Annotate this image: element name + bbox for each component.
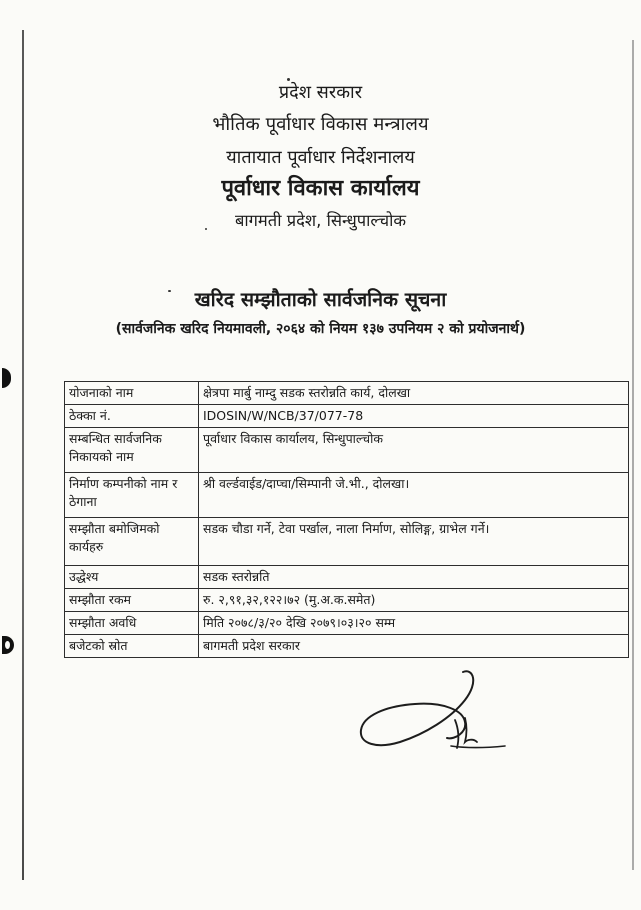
punch-hole-mark: [2, 368, 11, 388]
table-row: [65, 473, 629, 518]
row-key: निर्माण कम्पनीको नाम र ठेगाना: [65, 473, 199, 518]
row-key: सम्झौता रकम: [65, 589, 199, 612]
row-value: पूर्वाधार विकास कार्यालय, सिन्धुपाल्चोक: [199, 428, 629, 473]
table-row: [65, 566, 629, 589]
row-key: योजनाको नाम: [65, 382, 199, 405]
row-key: बजेटको स्रोत: [65, 635, 199, 658]
contract-info-table: [64, 381, 629, 658]
office-address: बागमती प्रदेश, सिन्धुपाल्चोक: [234, 211, 407, 230]
table-row: [65, 428, 629, 473]
row-key: सम्झौता बमोजिमको कार्यहरु: [65, 518, 199, 566]
row-key: उद्धेश्य: [65, 566, 199, 589]
row-value: सडक चौडा गर्ने, टेवा पर्खाल, नाला निर्माण, सोलिङ्ग, ग्राभेल गर्ने।: [199, 518, 629, 566]
table-row: [65, 612, 629, 635]
header-line-1: प्रदेश सरकार: [278, 82, 363, 103]
notice-subtitle: (सार्वजनिक खरिद नियमावली, २०६४ को नियम १३७ उपनियम २ को प्रयोजनार्थ): [115, 321, 526, 337]
row-key: सम्बन्धित सार्वजनिक निकायको नाम: [65, 428, 199, 473]
row-value: क्षेत्रपा मार्बु नाम्दु सडक स्तरोन्नति कार्य, दोलखा: [199, 382, 629, 405]
row-value: रु. २,९१,३२,१२२।७२ (मु.अ.क.समेत): [199, 589, 629, 612]
punch-hole-mark: [2, 636, 14, 654]
table-row: [65, 518, 629, 566]
office-name: पूर्वाधार विकास कार्यालय: [221, 176, 420, 201]
table-row: [65, 589, 629, 612]
scan-speck: [287, 78, 290, 81]
header-line-2: भौतिक पूर्वाधार विकास मन्त्रालय: [212, 114, 429, 135]
table-row: [65, 635, 629, 658]
handwritten-signature: [355, 660, 515, 770]
row-value: IDOSIN/W/NCB/37/077-78: [199, 405, 629, 428]
table-row: [65, 382, 629, 405]
row-value: सडक स्तरोन्नति: [199, 566, 629, 589]
row-value: मिति २०७८/३/२० देखि २०७९।०३।२० सम्म: [199, 612, 629, 635]
row-value: श्री वर्ल्डवाईड/दाप्चा/सिम्पानी जे.भी., दोलखा।: [199, 473, 629, 518]
row-key: ठेक्का नं.: [65, 405, 199, 428]
row-key: सम्झौता अवधि: [65, 612, 199, 635]
header-line-3: यातायात पूर्वाधार निर्देशनालय: [226, 147, 415, 168]
row-value: बागमती प्रदेश सरकार: [199, 635, 629, 658]
notice-title: खरिद सम्झौताको सार्वजनिक सूचना: [194, 288, 447, 311]
table-row: [65, 405, 629, 428]
